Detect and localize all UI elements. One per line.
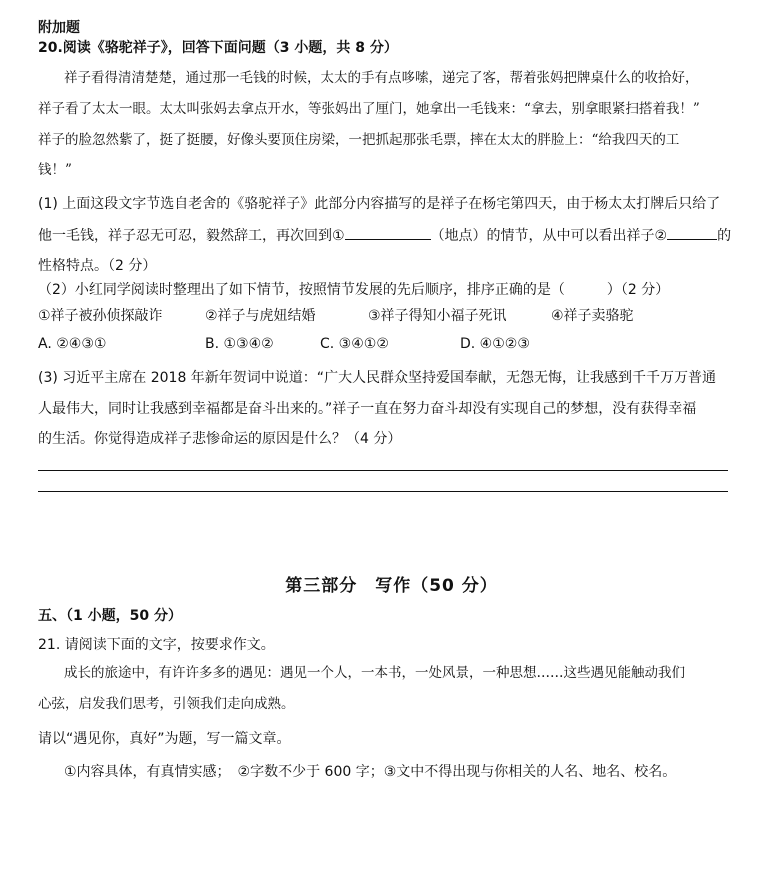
q20-sub3-line3: 的生活。你觉得造成祥子悲惨命运的原因是什么？（4 分） xyxy=(38,431,402,447)
event-option-3: ③祥子得知小福子死讯 xyxy=(368,308,507,324)
choice-c[interactable]: C. ③④①② xyxy=(320,336,389,352)
q20-sub1-line2 xyxy=(38,225,731,246)
answer-line-1[interactable] xyxy=(38,470,728,471)
q20-sub2-stem: （2）小红同学阅读时整理出了如下情节，按照情节发展的先后顺序，排序正确的是（ ）（2 分） xyxy=(38,282,670,298)
prompt-line-1: 成长的旅途中，有许许多多的遇见：遇见一个人，一本书，一处风景，一种思想……这些遇见能触动我们 xyxy=(64,665,685,681)
answer-blank-trait[interactable] xyxy=(667,225,717,240)
q20-title: 20.阅读《骆驼祥子》，回答下面问题（3 小题，共 8 分） xyxy=(38,40,398,56)
passage-line-1: 祥子看得清清楚楚，通过那一毛钱的时候，太太的手有点哆嗦，递完了客，帮着张妈把牌桌什么的收拾好， xyxy=(64,70,699,86)
passage-line-3: 祥子的脸忽然紫了，挺了挺腰，好像头要顶住房梁，一把抓起那张毛票，摔在太太的胖脸上：“给我四天的工 xyxy=(38,132,680,148)
section-five-header: 五、（1 小题，50 分） xyxy=(38,608,182,624)
q20-sub1-line1: (1) 上面这段文字节选自老舍的《骆驼祥子》此部分内容描写的是祥子在杨宅第四天，由于杨太太打牌后只给了 xyxy=(38,196,721,212)
passage-line-4: 钱！” xyxy=(38,162,72,178)
answer-blank-location[interactable] xyxy=(345,225,431,240)
q20-sub1-line2-a: 他一毛钱，祥子忍无可忍，毅然辞工，再次回到① xyxy=(38,228,345,244)
answer-line-2[interactable] xyxy=(38,491,728,492)
event-option-4: ④祥子卖骆驼 xyxy=(551,308,634,324)
q20-sub3-line2: 人最伟大，同时让我感到幸福都是奋斗出来的。”祥子一直在努力奋斗却没有实现自己的梦想，没有获得幸福 xyxy=(38,401,697,417)
part3-title: 第三部分 写作（50 分） xyxy=(285,576,498,596)
q20-sub3-line1: (3) 习近平主席在 2018 年新年贺词中说道：“广大人民群众坚持爱国奉献，无怨无悔，让我感到千千万万普通 xyxy=(38,370,717,386)
choice-d[interactable]: D. ④①②③ xyxy=(460,336,530,352)
q20-sub1-line2-b: （地点）的情节，从中可以看出祥子② xyxy=(430,228,668,244)
q20-sub1-line3: 性格特点。（2 分） xyxy=(38,258,157,274)
choice-b[interactable]: B. ①③④② xyxy=(205,336,274,352)
q20-sub1-line2-c: 的 xyxy=(717,228,732,244)
choice-a[interactable]: A. ②④③① xyxy=(38,336,107,352)
passage-line-2: 祥子看了太太一眼。太太叫张妈去拿点开水，等张妈出了厘门，她拿出一毛钱来：“拿去，别拿眼紧扫搭着我！” xyxy=(38,101,700,117)
extra-question-header: 附加题 xyxy=(38,20,80,36)
prompt-line-2: 心弦，启发我们思考，引领我们走向成熟。 xyxy=(38,696,295,712)
essay-requirements: ①内容具体，有真情实感； ②字数不少于 600 字；③文中不得出现与你相关的人名、地名、校名。 xyxy=(64,764,677,780)
event-option-1: ①祥子被孙侦探敲诈 xyxy=(38,308,163,324)
event-option-2: ②祥子与虎妞结婚 xyxy=(205,308,316,324)
q21-title: 21. 请阅读下面的文字，按要求作文。 xyxy=(38,637,275,653)
essay-instruction: 请以“遇见你，真好”为题，写一篇文章。 xyxy=(38,731,291,747)
